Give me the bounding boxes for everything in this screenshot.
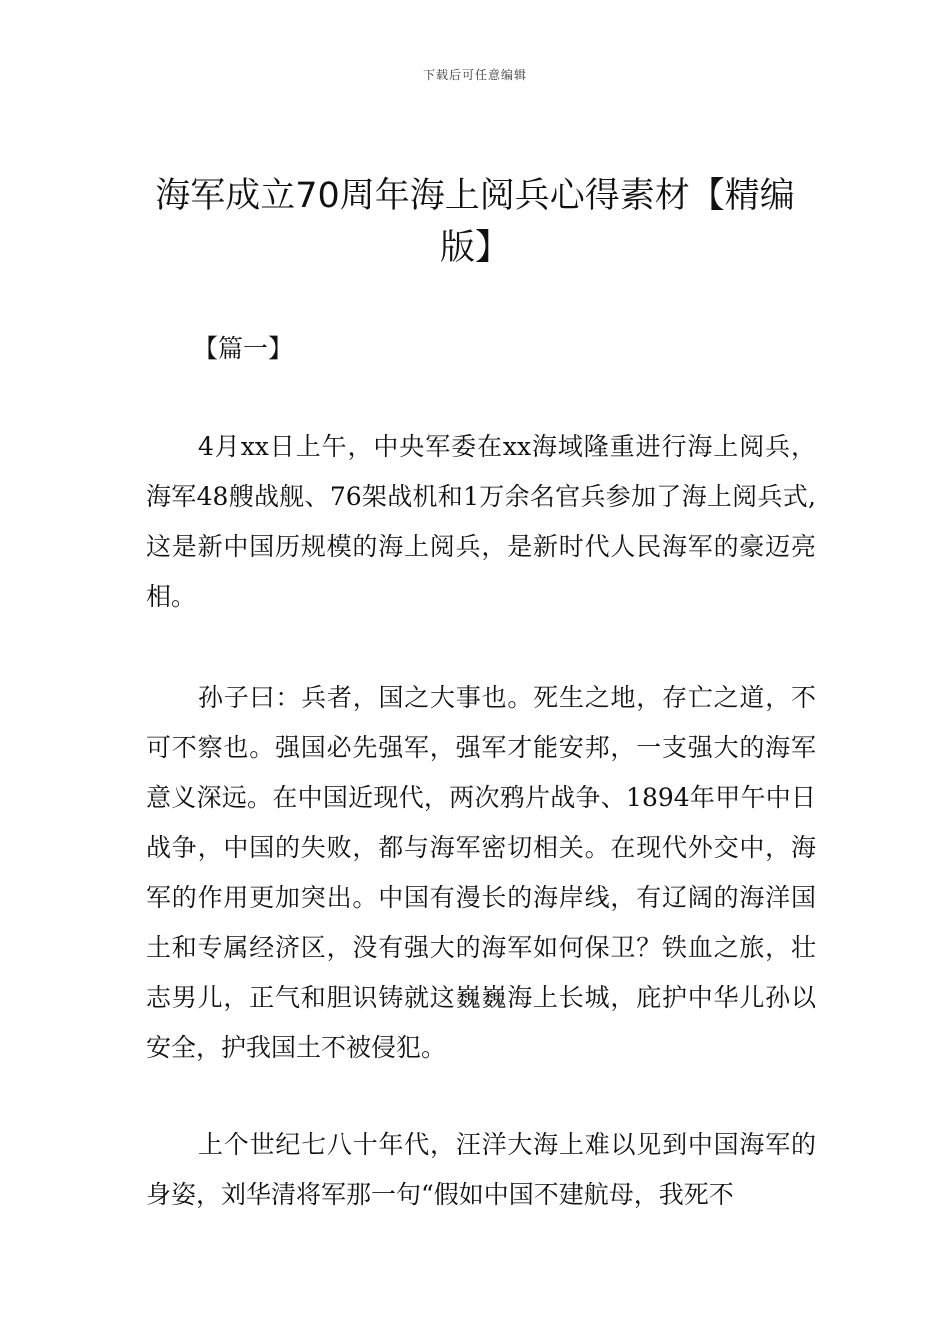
- document-title: 海军成立70周年海上阅兵心得素材【精编版】: [155, 176, 795, 268]
- paragraph-2: 孙子曰：兵者，国之大事也。死生之地，存亡之道，不可不察也。强国必先强军，强军才能安邦，一支强大的海军意义深远。在中国近现代，两次鸦片战争、1894年甲午中日战争，中国的失败，都与海军密切相关。在现代外交中，海军的作用更加突出。中国有漫长的海岸线，有辽阔的海洋国土和专属经济区，没有强大的海军如何保卫？铁血之旅，壮志男儿，正气和胆识铸就这巍巍海上长城，庇护中华儿孙以安全，护我国土不被侵犯。: [146, 683, 816, 1062]
- paragraph-3: 上个世纪七八十年代，汪洋大海上难以见到中国海军的身姿，刘华清将军那一句“假如中国不建航母，我死不: [146, 1130, 816, 1209]
- paragraph-1: 4月xx日上午，中央军委在xx海域隆重进行海上阅兵，海军48艘战舰、76架战机和1万余名官兵参加了海上阅兵式,这是新中国历规模的海上阅兵，是新时代人民海军的豪迈亮相。: [146, 432, 816, 611]
- header-note: 下载后可任意编辑: [422, 68, 527, 82]
- section-label: 【篇一】: [193, 334, 294, 363]
